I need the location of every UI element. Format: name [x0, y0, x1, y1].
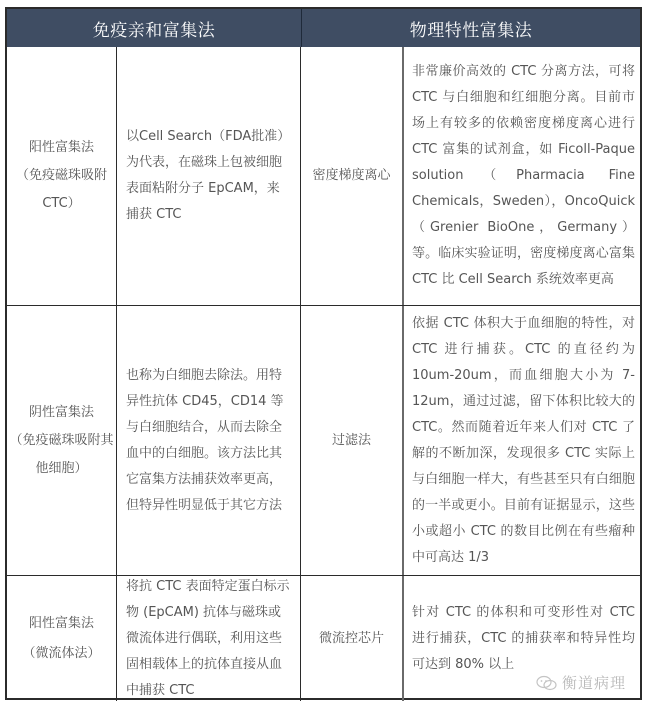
- physical-method-label: 过滤法: [331, 433, 371, 448]
- physical-method-cell: [301, 47, 404, 305]
- physical-method-label: 微流控芯片: [318, 630, 384, 646]
- physical-method-cell: [301, 306, 404, 576]
- table-row: [7, 47, 640, 305]
- physical-method-label: 密度梯度离心: [312, 168, 391, 183]
- header-physical: 物理特性富集法: [409, 20, 533, 41]
- immuno-method-cell: [7, 576, 117, 701]
- physical-desc-text: 非常廉价高效的 CTC 分离方法，可将 CTC 与白细胞和红细胞分离。目前市场上有较多的依赖密度梯度离心进行 CTC 富集的试剂盒，如 Ficoll-Paque solution（Pharmacia Fine Chemicals，Sweden），OncoQuick（Grenier BioOne，Germany）等。临床实验证明，密度梯度离心富集 CTC 比 Cell Search 系统效率更高: [412, 64, 635, 287]
- immuno-method-cell: [7, 47, 117, 305]
- physical-desc-text: 针对 CTC 的体积和可变形性对 CTC 进行捕获，CTC 的捕获率和特异性均可达到 80% 以上: [412, 604, 635, 672]
- immuno-desc-text: 将抗 CTC 表面特定蛋白标示物 (EpCAM) 抗体与磁珠或微流体进行偶联，利用这些固相载体上的抗体直接从血中捕获 CTC: [126, 578, 290, 698]
- watermark-text: 衡道病理: [561, 674, 626, 692]
- immuno-method-cell: [7, 306, 117, 576]
- immuno-desc-cell: [117, 306, 301, 576]
- ctc-enrichment-table: [5, 7, 642, 700]
- physical-desc-cell: [404, 47, 640, 305]
- table-header: [7, 9, 640, 47]
- wechat-icon: [536, 675, 558, 691]
- immuno-desc-cell: [117, 47, 301, 305]
- immuno-desc-text: 以Cell Search（FDA批准）为代表，在磁珠上包被细胞表面粘附分子 EpCAM，来捕获 CTC: [126, 129, 291, 222]
- immuno-method-label: 阳性富集法 （微流体法）: [22, 615, 101, 661]
- immuno-method-label: 阳性富集法 （免疫磁珠吸附 CTC）: [15, 140, 107, 211]
- physical-desc-text: 依据 CTC 体积大于血细胞的特性，对 CTC 进行捕获。CTC 的直径约为 10um-20um，而血细胞大小为 7-12um，通过过滤，留下体积比较大的 CTC。然而随着近年来人们对 CTC 了解的不断加深，发现很多 CTC 实际上与白细胞一样大，有些甚至只有白细胞的一半或更小。目前有证据显示，这些小或超小 CTC 的数目比例在有些瘤种中可高达 1/3: [412, 316, 635, 565]
- watermark: [536, 672, 626, 693]
- physical-desc-cell: [404, 306, 640, 576]
- physical-method-cell: [301, 576, 404, 701]
- header-immunoaffinity: 免疫亲和富集法: [7, 9, 302, 47]
- immuno-method-label: 阴性富集法 （免疫磁珠吸附其 他细胞）: [9, 405, 114, 476]
- table-row: [7, 305, 640, 576]
- immuno-desc-text: 也称为白细胞去除法。用特异性抗体 CD45，CD14 等与白细胞结合，从而去除全血中的白细胞。该方法比其它富集方法捕获效率更高，但特异性明显低于其它方法: [126, 368, 284, 513]
- immuno-desc-cell: [117, 576, 301, 701]
